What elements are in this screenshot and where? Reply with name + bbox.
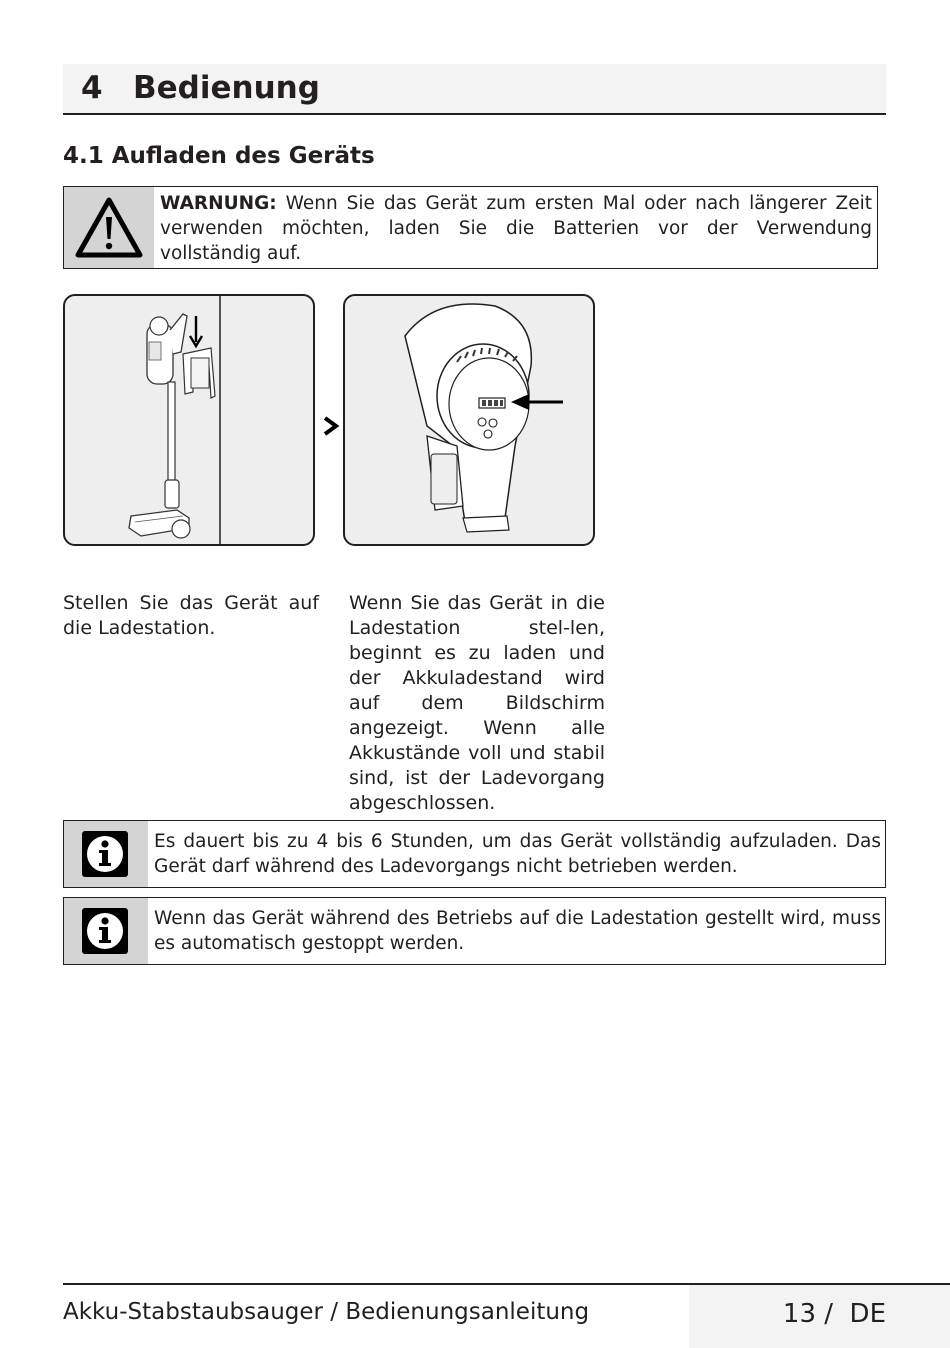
chevron-right-icon (322, 416, 340, 436)
step-1-illustration (63, 294, 315, 546)
warning-message: Wenn Sie das Gerät zum ersten Mal oder nach längerer Zeit verwenden möchten, laden Sie die Batterien vor der Verwendung vollständig auf. (160, 193, 872, 264)
section-number: 4 (81, 70, 104, 106)
section-title: Bedienung (133, 70, 320, 106)
info-icon-cell (64, 821, 148, 887)
warning-label: WARNUNG: (160, 193, 277, 214)
footer-page-box (689, 1285, 950, 1348)
info-text: Es dauert bis zu 4 bis 6 Stunden, um das Gerät vollständig aufzuladen. Das Gerät darf während des Ladevorgangs nicht betrieben werden. (154, 831, 881, 877)
page-number: 13 / DE (782, 1299, 886, 1329)
subsection-title: 4.1 Aufladen des Geräts (63, 143, 375, 169)
battery-level-display-illustration (345, 296, 593, 544)
info-icon-cell (64, 898, 148, 964)
step-2-caption: Wenn Sie das Gerät in die Ladestation stel-len, beginnt es zu laden und der Akkuladestand wird auf dem Bildschirm angezeigt. Wenn alle Akkustände voll und stabil sind, ist der Ladevorgang abgeschlossen. (349, 592, 605, 814)
section-header (63, 64, 886, 115)
stick-vacuum-on-charging-station-illustration (65, 296, 313, 544)
info-icon (64, 821, 148, 887)
warning-text (160, 191, 872, 266)
info-icon (64, 898, 148, 964)
footer-title: Akku-Stabstaubsauger / Bedienungsanleitung (63, 1299, 590, 1325)
step-1-caption: Stellen Sie das Gerät auf die Ladestation. (63, 592, 319, 639)
info-note (63, 897, 886, 965)
warning-box (63, 186, 878, 269)
info-text: Wenn das Gerät während des Betriebs auf die Ladestation gestellt wird, muss es automatisch gestoppt werden. (154, 908, 881, 954)
warning-icon-cell (64, 187, 154, 268)
step-2-illustration (343, 294, 595, 546)
warning-triangle-icon (64, 187, 154, 270)
info-note (63, 820, 886, 888)
